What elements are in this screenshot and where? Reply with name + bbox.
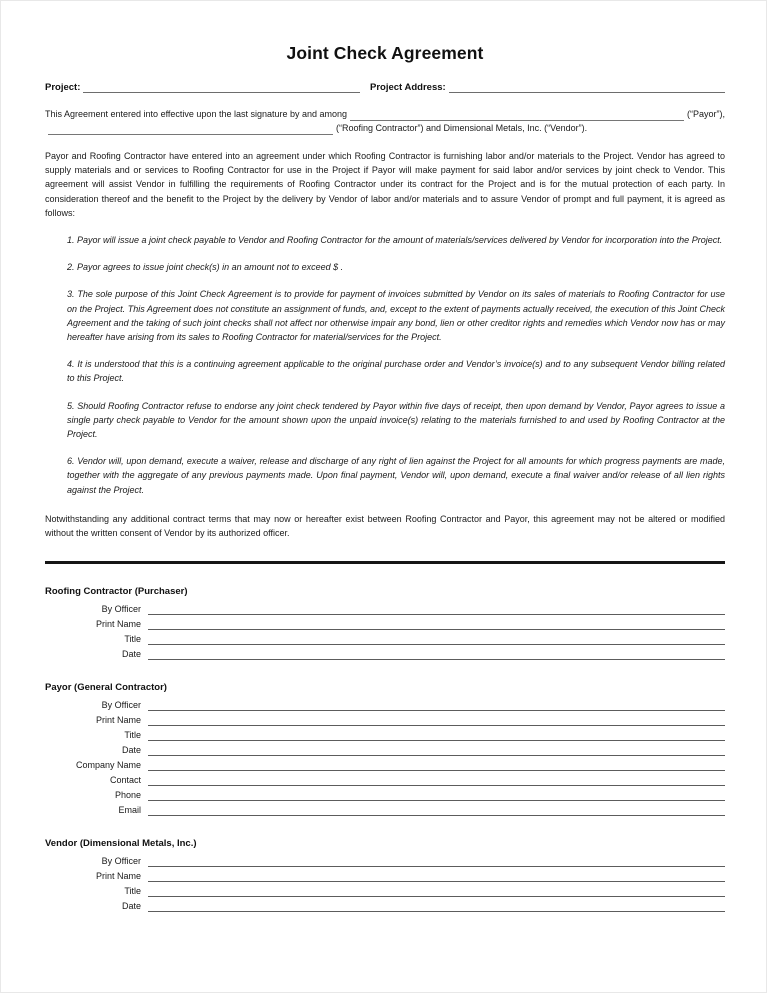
field-input-print-name[interactable] (148, 713, 725, 726)
field-label: By Officer (101, 604, 141, 615)
field-label: Date (121, 901, 141, 912)
field-label: Contact (109, 775, 141, 786)
clause-text: Should Roofing Contractor refuse to endorse any joint check tendered by Payor within five days of receipt, then upon demand by Vendor, Payor agrees to issue a single party check payable to Vendor for the amount shown upon the unpaid invoice(s) relating to the materials furnished to and used by Roofing Contractor at the Project. (67, 400, 725, 440)
signature-field-row (45, 897, 725, 912)
field-label: Title (124, 886, 141, 897)
roofing-contractor-name-input[interactable] (48, 124, 333, 135)
clause-number: 3. (67, 289, 75, 300)
project-header-row (45, 81, 725, 93)
payor-designation-text: (“Payor”), (687, 109, 725, 119)
signature-field-row (45, 741, 725, 756)
clause-item (67, 454, 725, 497)
project-label: Project: (45, 82, 81, 93)
field-label: Print Name (95, 715, 141, 726)
signature-block-heading: Roofing Contractor (Purchaser) (45, 586, 188, 598)
signature-block-vendor (45, 838, 725, 912)
field-label: Date (121, 745, 141, 756)
signature-field-row (45, 867, 725, 882)
clause-text: Payor will issue a joint check payable to Vendor and Roofing Contractor for the amount of materials/services delivered by Vendor for incorporation into the Project. (77, 235, 723, 246)
field-label: Print Name (95, 619, 141, 630)
project-input[interactable] (83, 81, 360, 93)
field-label: By Officer (101, 700, 141, 711)
field-input-contact[interactable] (148, 773, 725, 786)
signature-field-row (45, 801, 725, 816)
clause-text: It is understood that this is a continuing agreement applicable to the original purchase order and Vendor’s invoice(s) and to any subsequent Vendor billing related to this Project. (67, 359, 725, 384)
field-label: By Officer (101, 856, 141, 867)
field-input-by-officer[interactable] (148, 698, 725, 711)
recitals-paragraph: Payor and Roofing Contractor have entered into an agreement under which Roofing Contractor is furnishing labor and/or materials to the Project. Vendor has agreed to supply materials and or services to Roofing Contractor for use in the Project if Payor will make payment for said labor and/or services by joint check to Vendor. This agreement will assist Vendor in fulfilling the requirements of Roofing Contractor under its contract for the Project and is for the mutual protection of each party. In consideration thereof and the benefit to the Project by the delivery by Vendor of labor and/or materials and to assure Vendor of prompt and full payment, it is agreed as follows: (45, 151, 725, 218)
signature-block-payor (45, 682, 725, 816)
project-field-group (45, 81, 360, 93)
clause-text: The sole purpose of this Joint Check Agreement is to provide for payment of invoices submitted by Vendor on its sales of materials to Roofing Contractor for use on the Project. This Agreement does not constitute an assignment of funds, and, except to the extent of payments actually received, the execution of this Joint Check Agreement and the taking of such joint checks shall not affect nor otherwise impair any bond, lien or other creditor rights and remedies which Vendor now has or may hereafter have arising from its sales to Roofing Contractor for material/services for the Project. (67, 289, 725, 343)
agreement-intro (45, 107, 725, 135)
clause-number: 1. (67, 235, 75, 246)
field-label: Title (124, 634, 141, 645)
signature-field-row (45, 771, 725, 786)
field-input-email[interactable] (148, 803, 725, 816)
field-input-title[interactable] (148, 728, 725, 741)
signature-block-roofing-contractor (45, 586, 725, 660)
field-label: Print Name (95, 871, 141, 882)
signature-field-row (45, 726, 725, 741)
agreement-intro-line-1 (45, 107, 725, 121)
clause-text: Vendor will, upon demand, execute a waiver, release and discharge of any right of lien against the Project for all amounts for which progress payments are made, together with the aggregate of any previous payments made. Upon final payment, Vendor will, upon demand, execute a final waiver and/or release of all lien rights against the Project. (67, 456, 725, 495)
project-address-label: Project Address: (370, 82, 446, 93)
field-input-by-officer[interactable] (148, 602, 725, 615)
clause-item (67, 357, 725, 385)
signature-field-row (45, 756, 725, 771)
clause-number: 2. (67, 262, 75, 273)
signature-field-row (45, 615, 725, 630)
field-label: Phone (114, 790, 141, 801)
clause-item (67, 260, 725, 274)
signature-block-heading: Vendor (Dimensional Metals, Inc.) (45, 838, 197, 850)
field-input-date[interactable] (148, 647, 725, 660)
field-label: Title (124, 730, 141, 741)
project-address-input[interactable] (449, 81, 725, 93)
field-label: Email (118, 805, 141, 816)
field-input-print-name[interactable] (148, 617, 725, 630)
vendor-designation-text: (“Roofing Contractor”) and Dimensional Metals, Inc. (“Vendor”). (336, 123, 588, 133)
clause-number: 5. (67, 400, 75, 411)
closing-paragraph: Notwithstanding any additional contract terms that may now or hereafter exist between Roofing Contractor and Payor, this agreement may not be altered or modified without the written consent of Vendor by its authorized officer. (45, 513, 725, 539)
field-input-company-name[interactable] (148, 758, 725, 771)
signature-field-row (45, 600, 725, 615)
field-input-by-officer[interactable] (148, 854, 725, 867)
document-sheet (45, 1, 725, 912)
signature-field-row (45, 645, 725, 660)
field-input-title[interactable] (148, 884, 725, 897)
signature-field-row (45, 630, 725, 645)
field-input-phone[interactable] (148, 788, 725, 801)
section-divider (45, 561, 725, 564)
clause-item (67, 287, 725, 344)
signature-field-row (45, 696, 725, 711)
clause-text: Payor agrees to issue joint check(s) in an amount not to exceed $ . (77, 262, 344, 273)
clause-number: 4. (67, 359, 75, 370)
field-input-date[interactable] (148, 899, 725, 912)
field-input-date[interactable] (148, 743, 725, 756)
payor-name-input[interactable] (350, 110, 684, 121)
signature-field-row (45, 711, 725, 726)
page-title: Joint Check Agreement (286, 43, 484, 63)
agreement-intro-line-2 (45, 121, 725, 135)
project-address-field-group (370, 81, 725, 93)
field-label: Company Name (75, 760, 141, 771)
signature-field-row (45, 852, 725, 867)
clause-number: 6. (67, 456, 75, 467)
clause-item (67, 233, 725, 247)
signature-field-row (45, 786, 725, 801)
signature-block-heading: Payor (General Contractor) (45, 682, 167, 694)
field-input-title[interactable] (148, 632, 725, 645)
signature-field-row (45, 882, 725, 897)
clause-item (67, 399, 725, 442)
agreement-intro-text: This Agreement entered into effective upon the last signature by and among (45, 109, 348, 119)
field-input-print-name[interactable] (148, 869, 725, 882)
field-label: Date (121, 649, 141, 660)
